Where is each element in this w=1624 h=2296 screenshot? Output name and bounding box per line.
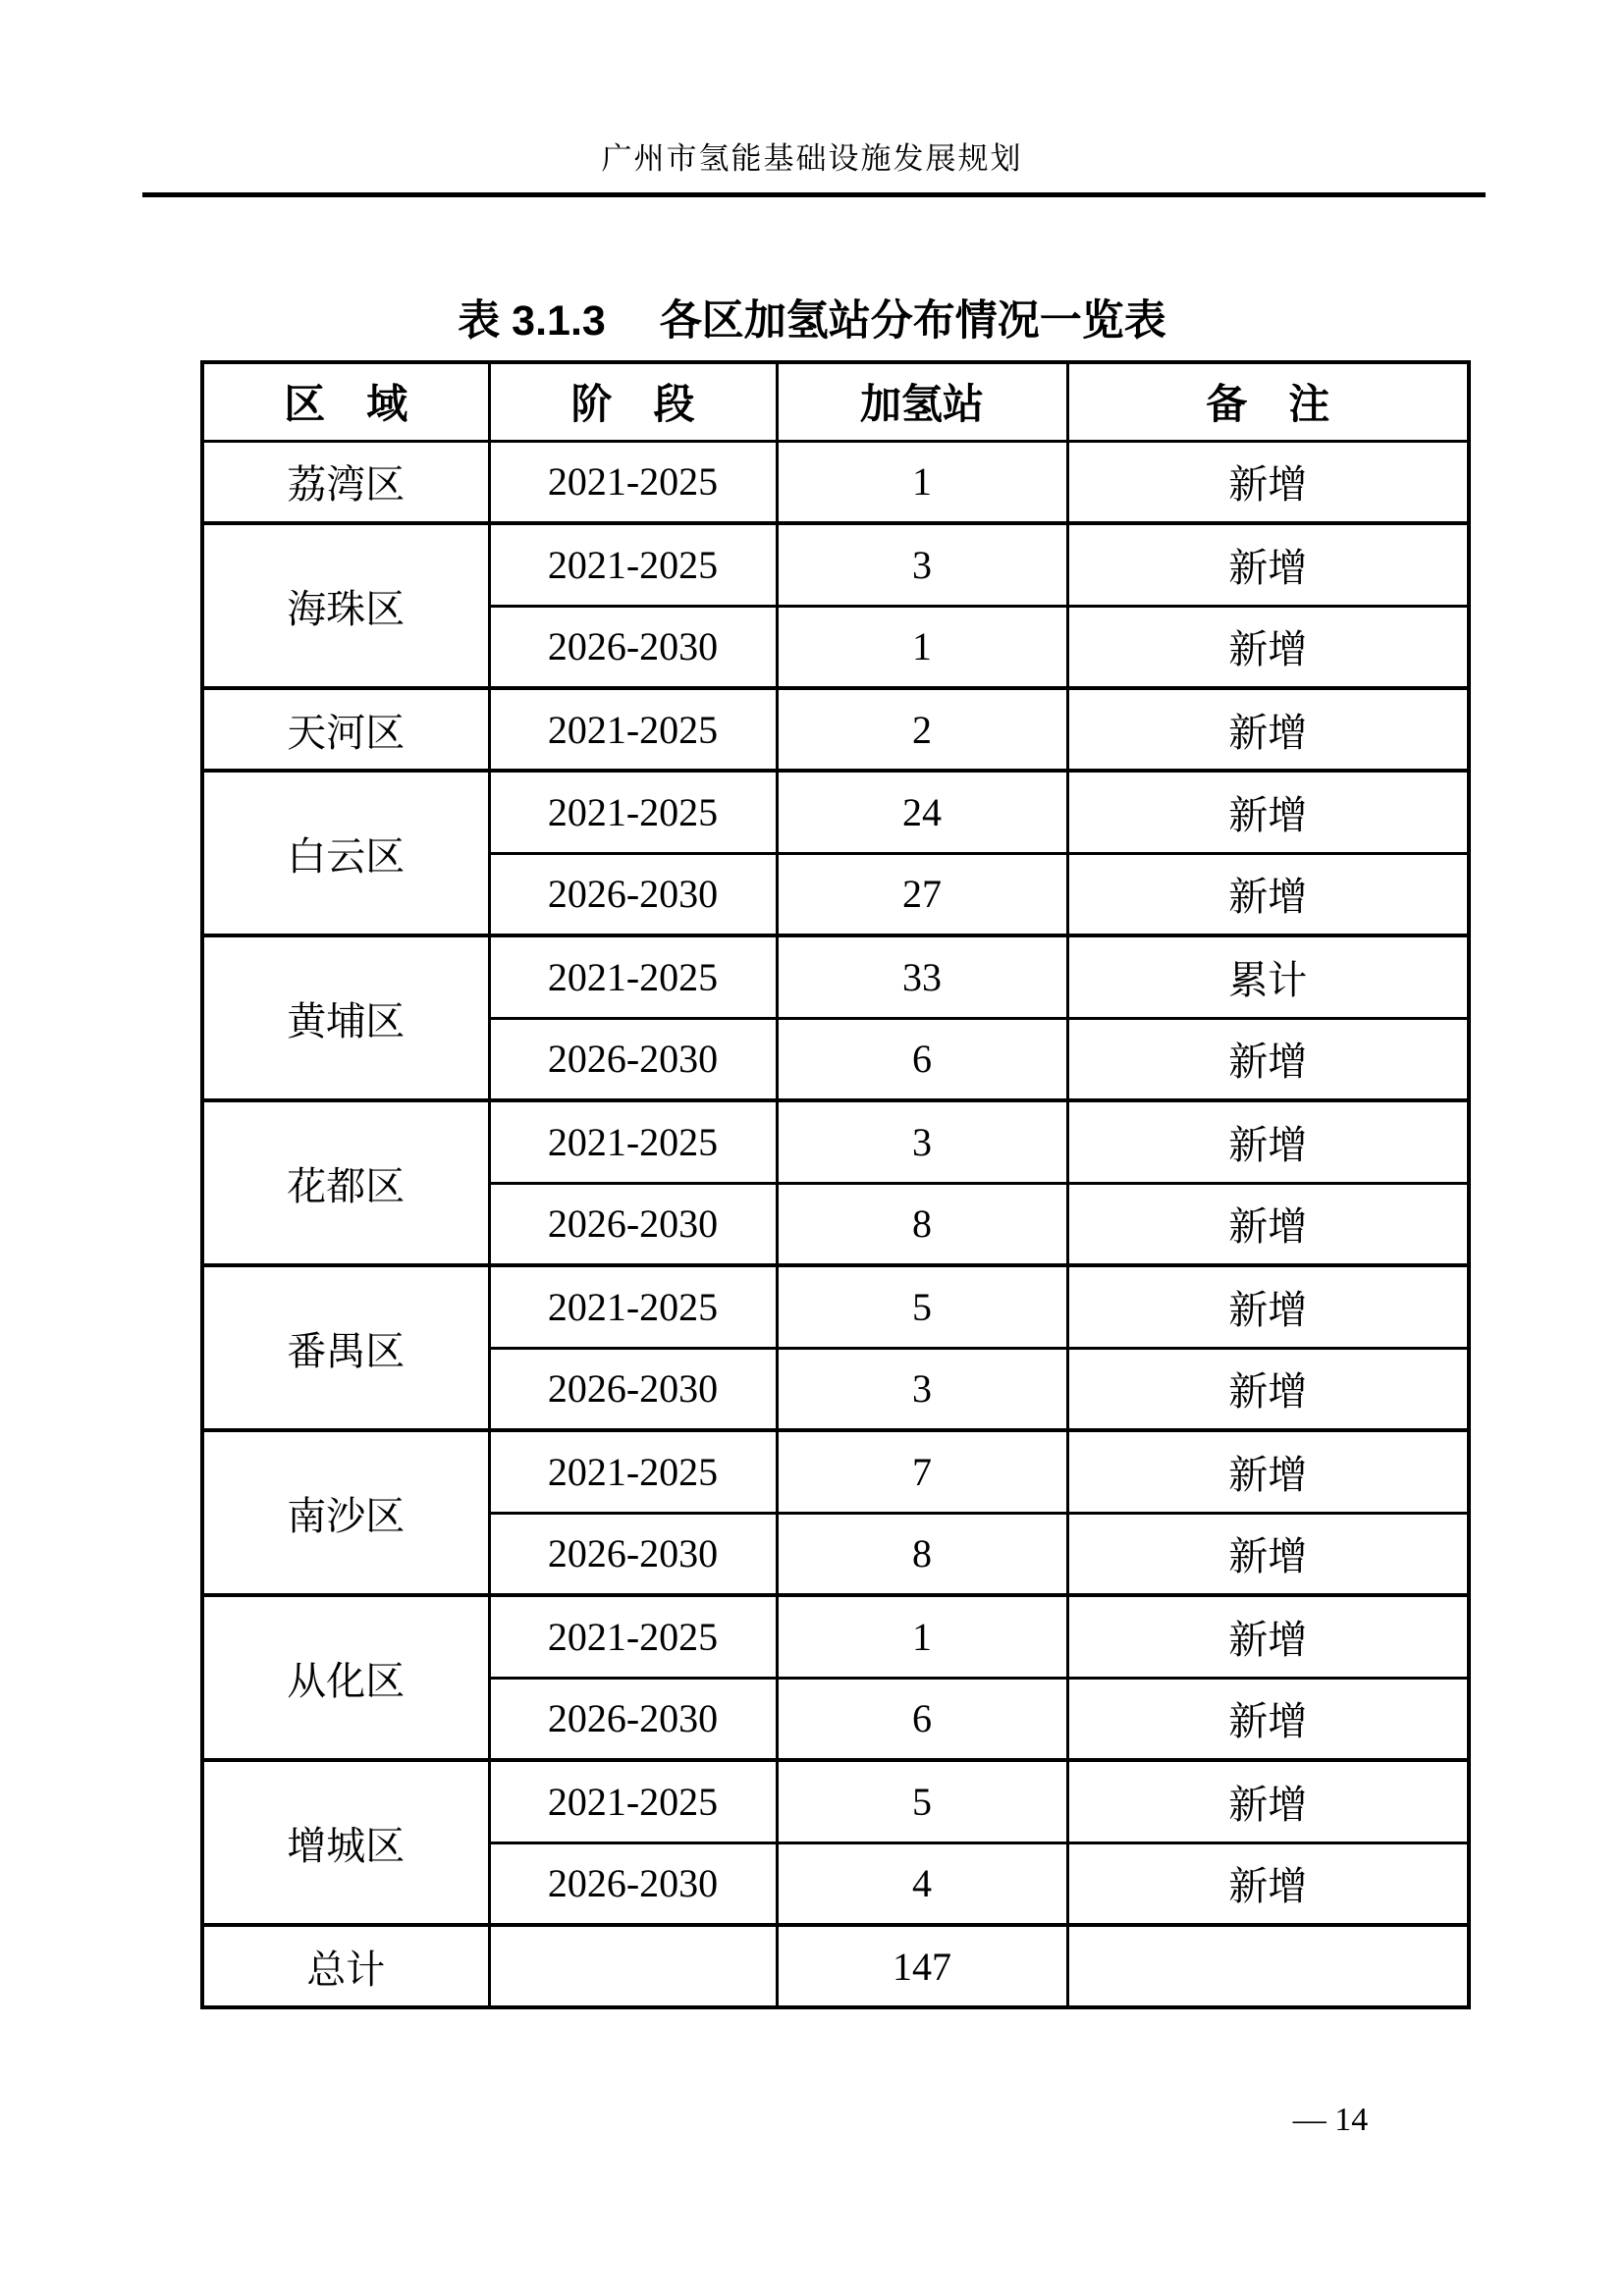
table-row	[202, 1100, 1469, 1183]
phase-cell: 2026-2030	[489, 1183, 777, 1265]
district-cell: 花都区	[202, 1100, 489, 1265]
district-cell: 增城区	[202, 1760, 489, 1925]
district-cell: 海珠区	[202, 523, 489, 688]
table-row	[202, 771, 1469, 853]
note-cell: 新增	[1067, 1513, 1469, 1595]
note-cell: 新增	[1067, 853, 1469, 935]
table-row	[202, 523, 1469, 606]
phase-cell: 2026-2030	[489, 1018, 777, 1100]
empty-cell	[489, 1925, 777, 2007]
note-cell: 新增	[1067, 1678, 1469, 1760]
phase-cell: 2021-2025	[489, 523, 777, 606]
table-row	[202, 935, 1469, 1018]
phase-cell: 2021-2025	[489, 1100, 777, 1183]
stations-cell: 5	[777, 1265, 1067, 1348]
district-cell: 从化区	[202, 1595, 489, 1760]
note-cell: 新增	[1067, 1183, 1469, 1265]
phase-cell: 2021-2025	[489, 771, 777, 853]
stations-cell: 5	[777, 1760, 1067, 1842]
page-header-rule	[142, 192, 1486, 197]
note-cell: 新增	[1067, 1348, 1469, 1430]
table-row	[202, 688, 1469, 771]
total-row	[202, 1925, 1469, 2007]
stations-cell: 1	[777, 441, 1067, 523]
phase-cell: 2026-2030	[489, 853, 777, 935]
table-row	[202, 1265, 1469, 1348]
column-header-phase: 阶 段	[489, 362, 777, 441]
phase-cell: 2026-2030	[489, 1842, 777, 1925]
district-cell: 黄埔区	[202, 935, 489, 1100]
table-caption: 表 3.1.3 各区加氢站分布情况一览表	[458, 297, 1166, 345]
note-cell: 新增	[1067, 1100, 1469, 1183]
note-cell: 累计	[1067, 935, 1469, 1018]
phase-cell: 2021-2025	[489, 1265, 777, 1348]
note-cell: 新增	[1067, 771, 1469, 853]
phase-cell: 2021-2025	[489, 935, 777, 1018]
phase-cell: 2021-2025	[489, 688, 777, 771]
phase-cell: 2026-2030	[489, 1678, 777, 1760]
stations-cell: 8	[777, 1183, 1067, 1265]
note-cell: 新增	[1067, 1760, 1469, 1842]
phase-cell: 2026-2030	[489, 606, 777, 688]
stations-cell: 6	[777, 1678, 1067, 1760]
table-row	[202, 1760, 1469, 1842]
column-header-note: 备 注	[1067, 362, 1469, 441]
phase-cell: 2021-2025	[489, 1595, 777, 1678]
table-row	[202, 441, 1469, 523]
stations-cell: 3	[777, 1348, 1067, 1430]
stations-table	[200, 360, 1471, 2009]
total-stations-cell: 147	[777, 1925, 1067, 2007]
stations-cell: 24	[777, 771, 1067, 853]
stations-cell: 3	[777, 523, 1067, 606]
empty-cell	[1067, 1925, 1469, 2007]
note-cell: 新增	[1067, 441, 1469, 523]
note-cell: 新增	[1067, 1595, 1469, 1678]
district-cell: 南沙区	[202, 1430, 489, 1595]
total-label-cell: 总计	[202, 1925, 489, 2007]
note-cell: 新增	[1067, 606, 1469, 688]
stations-cell: 8	[777, 1513, 1067, 1595]
note-cell: 新增	[1067, 1842, 1469, 1925]
district-cell: 番禺区	[202, 1265, 489, 1430]
district-cell: 白云区	[202, 771, 489, 935]
stations-cell: 6	[777, 1018, 1067, 1100]
stations-cell: 2	[777, 688, 1067, 771]
stations-cell: 1	[777, 606, 1067, 688]
phase-cell: 2026-2030	[489, 1513, 777, 1595]
note-cell: 新增	[1067, 1018, 1469, 1100]
column-header-stations: 加氢站	[777, 362, 1067, 441]
phase-cell: 2026-2030	[489, 1348, 777, 1430]
phase-cell: 2021-2025	[489, 441, 777, 523]
phase-cell: 2021-2025	[489, 1760, 777, 1842]
district-cell: 天河区	[202, 688, 489, 771]
note-cell: 新增	[1067, 523, 1469, 606]
column-header-district: 区 域	[202, 362, 489, 441]
stations-cell: 27	[777, 853, 1067, 935]
table-row	[202, 1595, 1469, 1678]
stations-cell: 4	[777, 1842, 1067, 1925]
stations-cell: 1	[777, 1595, 1067, 1678]
note-cell: 新增	[1067, 1430, 1469, 1513]
phase-cell: 2021-2025	[489, 1430, 777, 1513]
district-cell: 荔湾区	[202, 441, 489, 523]
note-cell: 新增	[1067, 1265, 1469, 1348]
stations-cell: 7	[777, 1430, 1067, 1513]
table-row	[202, 1430, 1469, 1513]
page-header-title: 广州市氢能基础设施发展规划	[601, 141, 1023, 176]
header-row	[202, 362, 1469, 441]
stations-cell: 33	[777, 935, 1067, 1018]
page-number: — 14	[1292, 2102, 1369, 2138]
note-cell: 新增	[1067, 688, 1469, 771]
stations-cell: 3	[777, 1100, 1067, 1183]
